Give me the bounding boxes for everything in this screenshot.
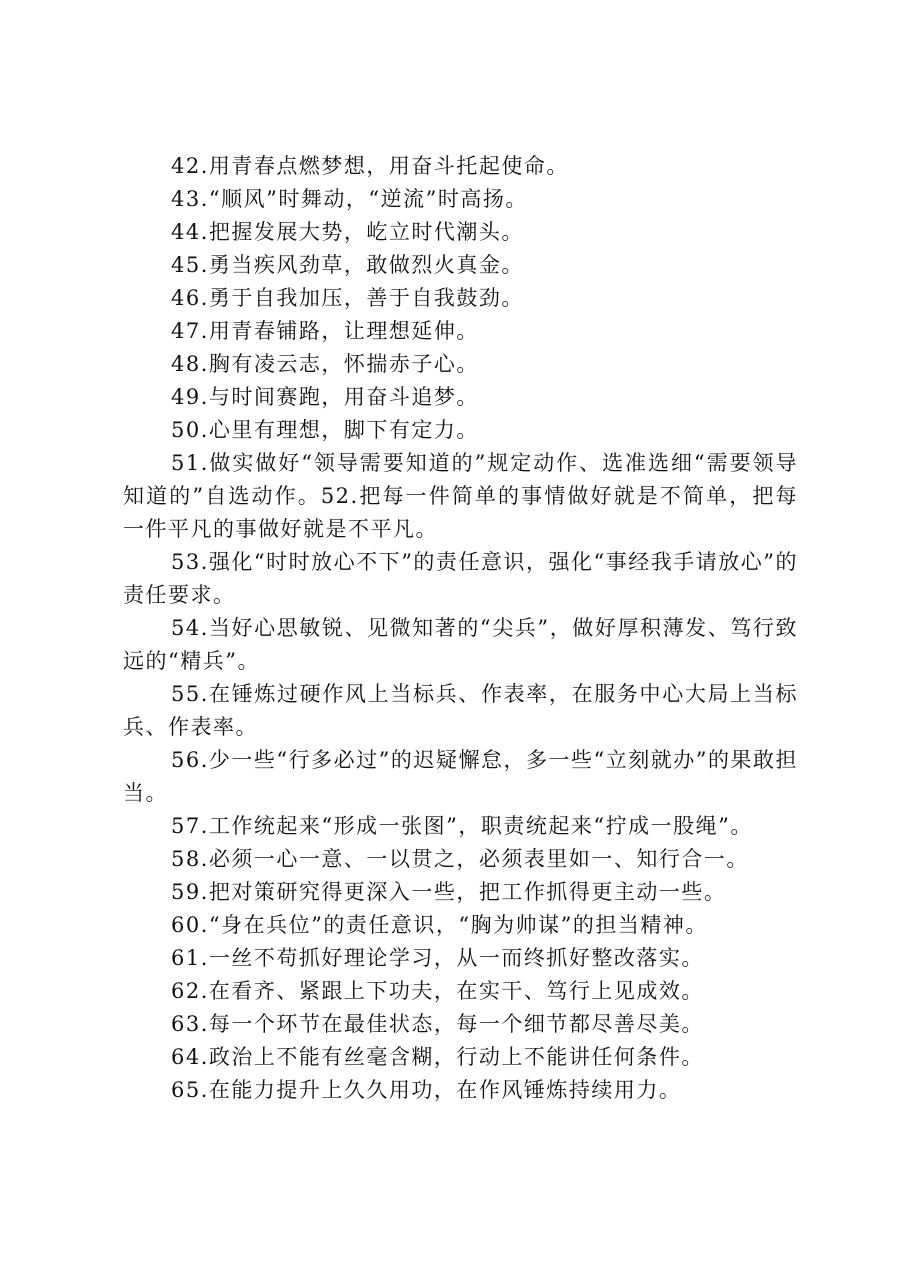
paragraph-43: 43.“顺风”时舞动，“逆流”时高扬。: [171, 187, 528, 211]
paragraph-47: 47.用青春铺路，让理想延伸。: [171, 319, 479, 343]
paragraph-64: 64.政治上不能有丝毫含糊，行动上不能讲任何条件。: [171, 1045, 704, 1069]
paragraph-42: 42.用青春点燃梦想，用奋斗托起使命。: [171, 154, 569, 178]
paragraph-54: 54.当好心思敏锐、见微知著的“尖兵”，做好厚积薄发、笃行致远的“精兵”。: [123, 616, 798, 673]
paragraph-51-52: 51.做实做好“领导需要知道的”规定动作、选准选细“需要领导知道的”自选动作。52.把每一件简单的事情做好就是不简单，把每一件平凡的事做好就是不平凡。: [123, 451, 798, 541]
paragraph-63: 63.每一个环节在最佳状态，每一个细节都尽善尽美。: [171, 1012, 704, 1036]
paragraph-56: 56.少一些“行多必过”的迟疑懈怠，多一些“立刻就办”的果敢担当。: [123, 748, 798, 805]
paragraph-65: 65.在能力提升上久久用功，在作风锤炼持续用力。: [171, 1078, 682, 1102]
paragraph-62: 62.在看齐、紧跟上下功夫，在实干、笃行上见成效。: [171, 979, 704, 1003]
paragraph-48: 48.胸有凌云志，怀揣赤子心。: [171, 352, 479, 376]
paragraph-44: 44.把握发展大势，屹立时代潮头。: [171, 220, 524, 244]
paragraph-59: 59.把对策研究得更深入一些，把工作抓得更主动一些。: [171, 880, 727, 904]
document-page: [123, 150, 798, 1107]
paragraph-58: 58.必须一心一意、一以贯之，必须表里如一、知行合一。: [171, 847, 749, 871]
paragraph-55: 55.在锤炼过硬作风上当标兵、作表率，在服务中心大局上当标兵、作表率。: [123, 682, 798, 739]
paragraph-53: 53.强化“时时放心不下”的责任意识，强化“事经我手请放心”的责任要求。: [123, 550, 798, 607]
paragraph-57: 57.工作统起来“形成一张图”，职责统起来“拧成一股绳”。: [171, 814, 753, 838]
paragraph-61: 61.一丝不苟抓好理论学习，从一而终抓好整改落实。: [171, 946, 704, 970]
paragraph-46: 46.勇于自我加压，善于自我鼓劲。: [171, 286, 524, 310]
paragraph-45: 45.勇当疾风劲草，敢做烈火真金。: [171, 253, 524, 277]
paragraph-49: 49.与时间赛跑，用奋斗追梦。: [171, 385, 479, 409]
paragraph-60: 60.“身在兵位”的责任意识，“胸为帅谋”的担当精神。: [171, 913, 708, 937]
paragraph-50: 50.心里有理想，脚下有定力。: [171, 418, 479, 442]
